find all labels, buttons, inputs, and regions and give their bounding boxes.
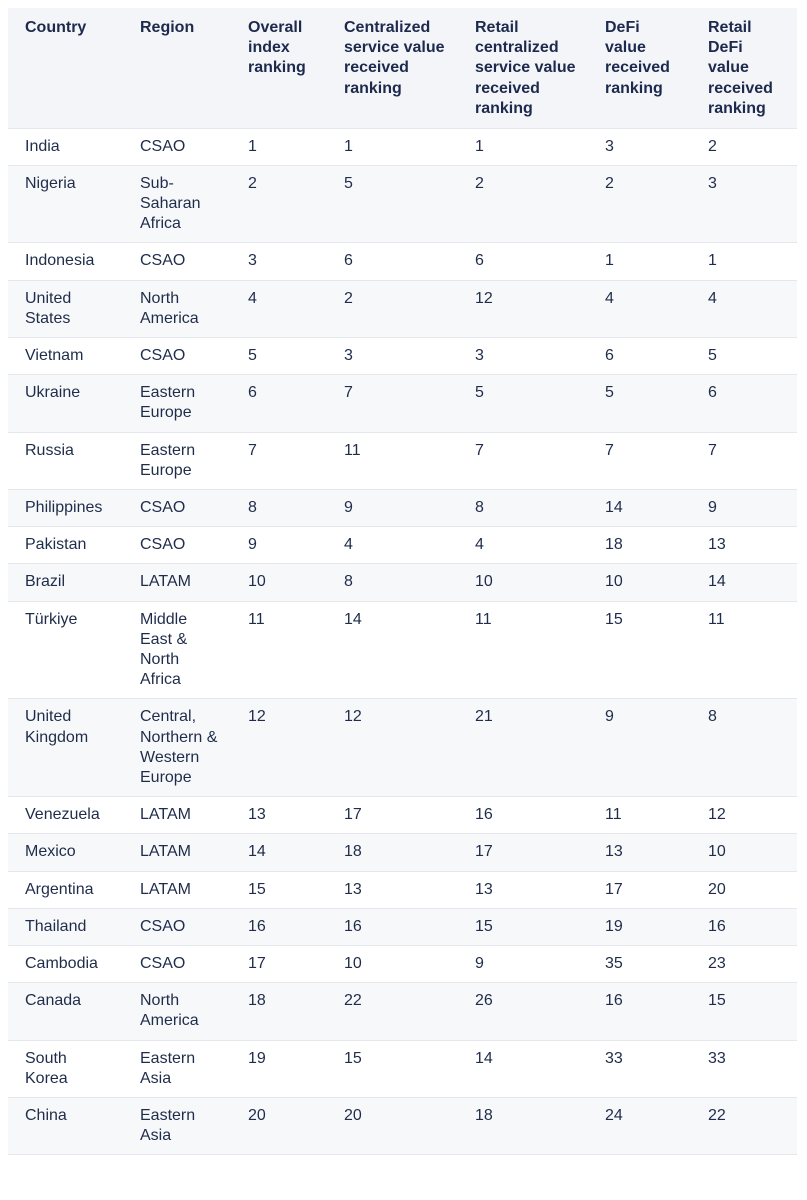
- cell-region: Middle East & North Africa: [123, 601, 231, 699]
- cell-region: CSAO: [123, 527, 231, 564]
- header-row: [8, 8, 797, 128]
- table-row: [8, 945, 797, 982]
- cell-retail-centralized-service-ranking: 5: [458, 375, 588, 432]
- cell-centralized-service-ranking: 18: [327, 834, 458, 871]
- cell-overall-index-ranking: 5: [231, 337, 327, 374]
- cell-region: LATAM: [123, 564, 231, 601]
- table-row: [8, 699, 797, 797]
- cell-retail-defi-value-ranking: 1: [691, 243, 797, 280]
- cell-country: Canada: [8, 983, 123, 1040]
- cell-region: CSAO: [123, 128, 231, 165]
- cell-retail-defi-value-ranking: 22: [691, 1098, 797, 1155]
- cell-country: Nigeria: [8, 165, 123, 243]
- cell-centralized-service-ranking: 17: [327, 797, 458, 834]
- cell-overall-index-ranking: 1: [231, 128, 327, 165]
- cell-retail-centralized-service-ranking: 16: [458, 797, 588, 834]
- table-row: [8, 1098, 797, 1155]
- cell-region: North America: [123, 983, 231, 1040]
- cell-centralized-service-ranking: 6: [327, 243, 458, 280]
- header-defi-value-ranking: DeFi value received ranking: [588, 8, 691, 128]
- cell-retail-centralized-service-ranking: 4: [458, 527, 588, 564]
- table-row: [8, 983, 797, 1040]
- cell-centralized-service-ranking: 14: [327, 601, 458, 699]
- cell-region: North America: [123, 280, 231, 337]
- table-row: [8, 601, 797, 699]
- cell-retail-centralized-service-ranking: 1: [458, 128, 588, 165]
- cell-overall-index-ranking: 15: [231, 871, 327, 908]
- table-row: [8, 243, 797, 280]
- cell-region: Eastern Europe: [123, 432, 231, 489]
- cell-country: Cambodia: [8, 945, 123, 982]
- cell-retail-defi-value-ranking: 23: [691, 945, 797, 982]
- cell-country: Türkiye: [8, 601, 123, 699]
- cell-retail-centralized-service-ranking: 21: [458, 699, 588, 797]
- table-row: [8, 489, 797, 526]
- cell-overall-index-ranking: 20: [231, 1098, 327, 1155]
- cell-region: LATAM: [123, 871, 231, 908]
- cell-centralized-service-ranking: 22: [327, 983, 458, 1040]
- cell-retail-centralized-service-ranking: 3: [458, 337, 588, 374]
- cell-overall-index-ranking: 2: [231, 165, 327, 243]
- cell-centralized-service-ranking: 16: [327, 908, 458, 945]
- table-body: [8, 128, 797, 1155]
- cell-retail-centralized-service-ranking: 2: [458, 165, 588, 243]
- cell-retail-centralized-service-ranking: 12: [458, 280, 588, 337]
- cell-country: Philippines: [8, 489, 123, 526]
- cell-country: Russia: [8, 432, 123, 489]
- cell-centralized-service-ranking: 15: [327, 1040, 458, 1097]
- cell-retail-centralized-service-ranking: 6: [458, 243, 588, 280]
- cell-centralized-service-ranking: 3: [327, 337, 458, 374]
- header-retail-centralized-service-ranking: Retail centralized service value received ranking: [458, 8, 588, 128]
- cell-country: United States: [8, 280, 123, 337]
- cell-centralized-service-ranking: 1: [327, 128, 458, 165]
- cell-defi-value-ranking: 3: [588, 128, 691, 165]
- table-header: [8, 8, 797, 128]
- cell-overall-index-ranking: 9: [231, 527, 327, 564]
- cell-centralized-service-ranking: 13: [327, 871, 458, 908]
- table-row: [8, 834, 797, 871]
- cell-retail-centralized-service-ranking: 18: [458, 1098, 588, 1155]
- cell-retail-defi-value-ranking: 4: [691, 280, 797, 337]
- cell-defi-value-ranking: 13: [588, 834, 691, 871]
- cell-region: Eastern Europe: [123, 375, 231, 432]
- cell-country: South Korea: [8, 1040, 123, 1097]
- cell-defi-value-ranking: 33: [588, 1040, 691, 1097]
- table-row: [8, 908, 797, 945]
- cell-retail-defi-value-ranking: 9: [691, 489, 797, 526]
- cell-centralized-service-ranking: 12: [327, 699, 458, 797]
- table-row: [8, 564, 797, 601]
- cell-retail-centralized-service-ranking: 17: [458, 834, 588, 871]
- cell-overall-index-ranking: 6: [231, 375, 327, 432]
- cell-overall-index-ranking: 11: [231, 601, 327, 699]
- cell-overall-index-ranking: 4: [231, 280, 327, 337]
- cell-country: Mexico: [8, 834, 123, 871]
- cell-retail-defi-value-ranking: 16: [691, 908, 797, 945]
- cell-defi-value-ranking: 4: [588, 280, 691, 337]
- cell-overall-index-ranking: 14: [231, 834, 327, 871]
- cell-retail-defi-value-ranking: 6: [691, 375, 797, 432]
- cell-retail-defi-value-ranking: 10: [691, 834, 797, 871]
- cell-centralized-service-ranking: 4: [327, 527, 458, 564]
- cell-retail-defi-value-ranking: 3: [691, 165, 797, 243]
- cell-country: Brazil: [8, 564, 123, 601]
- cell-country: Argentina: [8, 871, 123, 908]
- cell-defi-value-ranking: 14: [588, 489, 691, 526]
- cell-region: Central, Northern & Western Europe: [123, 699, 231, 797]
- header-region: Region: [123, 8, 231, 128]
- cell-country: Pakistan: [8, 527, 123, 564]
- cell-retail-defi-value-ranking: 14: [691, 564, 797, 601]
- cell-region: LATAM: [123, 797, 231, 834]
- header-overall-index-ranking: Overall index ranking: [231, 8, 327, 128]
- cell-region: Eastern Asia: [123, 1098, 231, 1155]
- table-row: [8, 432, 797, 489]
- cell-retail-defi-value-ranking: 13: [691, 527, 797, 564]
- cell-overall-index-ranking: 13: [231, 797, 327, 834]
- cell-centralized-service-ranking: 7: [327, 375, 458, 432]
- cell-country: Vietnam: [8, 337, 123, 374]
- table-row: [8, 128, 797, 165]
- cell-centralized-service-ranking: 10: [327, 945, 458, 982]
- cell-defi-value-ranking: 2: [588, 165, 691, 243]
- cell-country: Thailand: [8, 908, 123, 945]
- cell-overall-index-ranking: 19: [231, 1040, 327, 1097]
- table-row: [8, 337, 797, 374]
- cell-centralized-service-ranking: 9: [327, 489, 458, 526]
- cell-retail-defi-value-ranking: 20: [691, 871, 797, 908]
- cell-defi-value-ranking: 1: [588, 243, 691, 280]
- cell-region: Sub-Saharan Africa: [123, 165, 231, 243]
- cell-defi-value-ranking: 16: [588, 983, 691, 1040]
- cell-region: CSAO: [123, 945, 231, 982]
- cell-region: CSAO: [123, 489, 231, 526]
- cell-country: United Kingdom: [8, 699, 123, 797]
- cell-defi-value-ranking: 10: [588, 564, 691, 601]
- cell-retail-centralized-service-ranking: 7: [458, 432, 588, 489]
- cell-retail-centralized-service-ranking: 14: [458, 1040, 588, 1097]
- cell-region: CSAO: [123, 908, 231, 945]
- cell-retail-defi-value-ranking: 11: [691, 601, 797, 699]
- cell-defi-value-ranking: 9: [588, 699, 691, 797]
- cell-country: China: [8, 1098, 123, 1155]
- table-row: [8, 280, 797, 337]
- table-row: [8, 1040, 797, 1097]
- cell-centralized-service-ranking: 20: [327, 1098, 458, 1155]
- cell-overall-index-ranking: 18: [231, 983, 327, 1040]
- cell-retail-centralized-service-ranking: 8: [458, 489, 588, 526]
- cell-centralized-service-ranking: 2: [327, 280, 458, 337]
- cell-centralized-service-ranking: 5: [327, 165, 458, 243]
- cell-retail-defi-value-ranking: 8: [691, 699, 797, 797]
- cell-retail-centralized-service-ranking: 13: [458, 871, 588, 908]
- cell-region: CSAO: [123, 337, 231, 374]
- header-retail-defi-value-ranking: Retail DeFi value received ranking: [691, 8, 797, 128]
- table-row: [8, 871, 797, 908]
- cell-region: LATAM: [123, 834, 231, 871]
- cell-country: Indonesia: [8, 243, 123, 280]
- cell-retail-centralized-service-ranking: 15: [458, 908, 588, 945]
- cell-retail-centralized-service-ranking: 9: [458, 945, 588, 982]
- cell-overall-index-ranking: 3: [231, 243, 327, 280]
- cell-retail-defi-value-ranking: 7: [691, 432, 797, 489]
- cell-overall-index-ranking: 7: [231, 432, 327, 489]
- cell-overall-index-ranking: 10: [231, 564, 327, 601]
- table-row: [8, 527, 797, 564]
- cell-overall-index-ranking: 16: [231, 908, 327, 945]
- cell-retail-defi-value-ranking: 5: [691, 337, 797, 374]
- cell-country: Venezuela: [8, 797, 123, 834]
- cell-region: CSAO: [123, 243, 231, 280]
- cell-defi-value-ranking: 7: [588, 432, 691, 489]
- cell-retail-defi-value-ranking: 2: [691, 128, 797, 165]
- cell-defi-value-ranking: 24: [588, 1098, 691, 1155]
- cell-centralized-service-ranking: 11: [327, 432, 458, 489]
- cell-defi-value-ranking: 6: [588, 337, 691, 374]
- cell-retail-centralized-service-ranking: 10: [458, 564, 588, 601]
- cell-retail-centralized-service-ranking: 11: [458, 601, 588, 699]
- rankings-table: [8, 8, 797, 1155]
- cell-country: Ukraine: [8, 375, 123, 432]
- cell-retail-defi-value-ranking: 15: [691, 983, 797, 1040]
- cell-retail-defi-value-ranking: 12: [691, 797, 797, 834]
- cell-region: Eastern Asia: [123, 1040, 231, 1097]
- cell-overall-index-ranking: 12: [231, 699, 327, 797]
- cell-country: India: [8, 128, 123, 165]
- cell-centralized-service-ranking: 8: [327, 564, 458, 601]
- cell-defi-value-ranking: 5: [588, 375, 691, 432]
- cell-overall-index-ranking: 17: [231, 945, 327, 982]
- cell-defi-value-ranking: 15: [588, 601, 691, 699]
- table-row: [8, 165, 797, 243]
- table-row: [8, 797, 797, 834]
- header-country: Country: [8, 8, 123, 128]
- cell-retail-centralized-service-ranking: 26: [458, 983, 588, 1040]
- cell-defi-value-ranking: 35: [588, 945, 691, 982]
- cell-defi-value-ranking: 18: [588, 527, 691, 564]
- header-centralized-service-ranking: Centralized service value received ranking: [327, 8, 458, 128]
- cell-retail-defi-value-ranking: 33: [691, 1040, 797, 1097]
- cell-defi-value-ranking: 11: [588, 797, 691, 834]
- cell-defi-value-ranking: 17: [588, 871, 691, 908]
- cell-defi-value-ranking: 19: [588, 908, 691, 945]
- table-row: [8, 375, 797, 432]
- cell-overall-index-ranking: 8: [231, 489, 327, 526]
